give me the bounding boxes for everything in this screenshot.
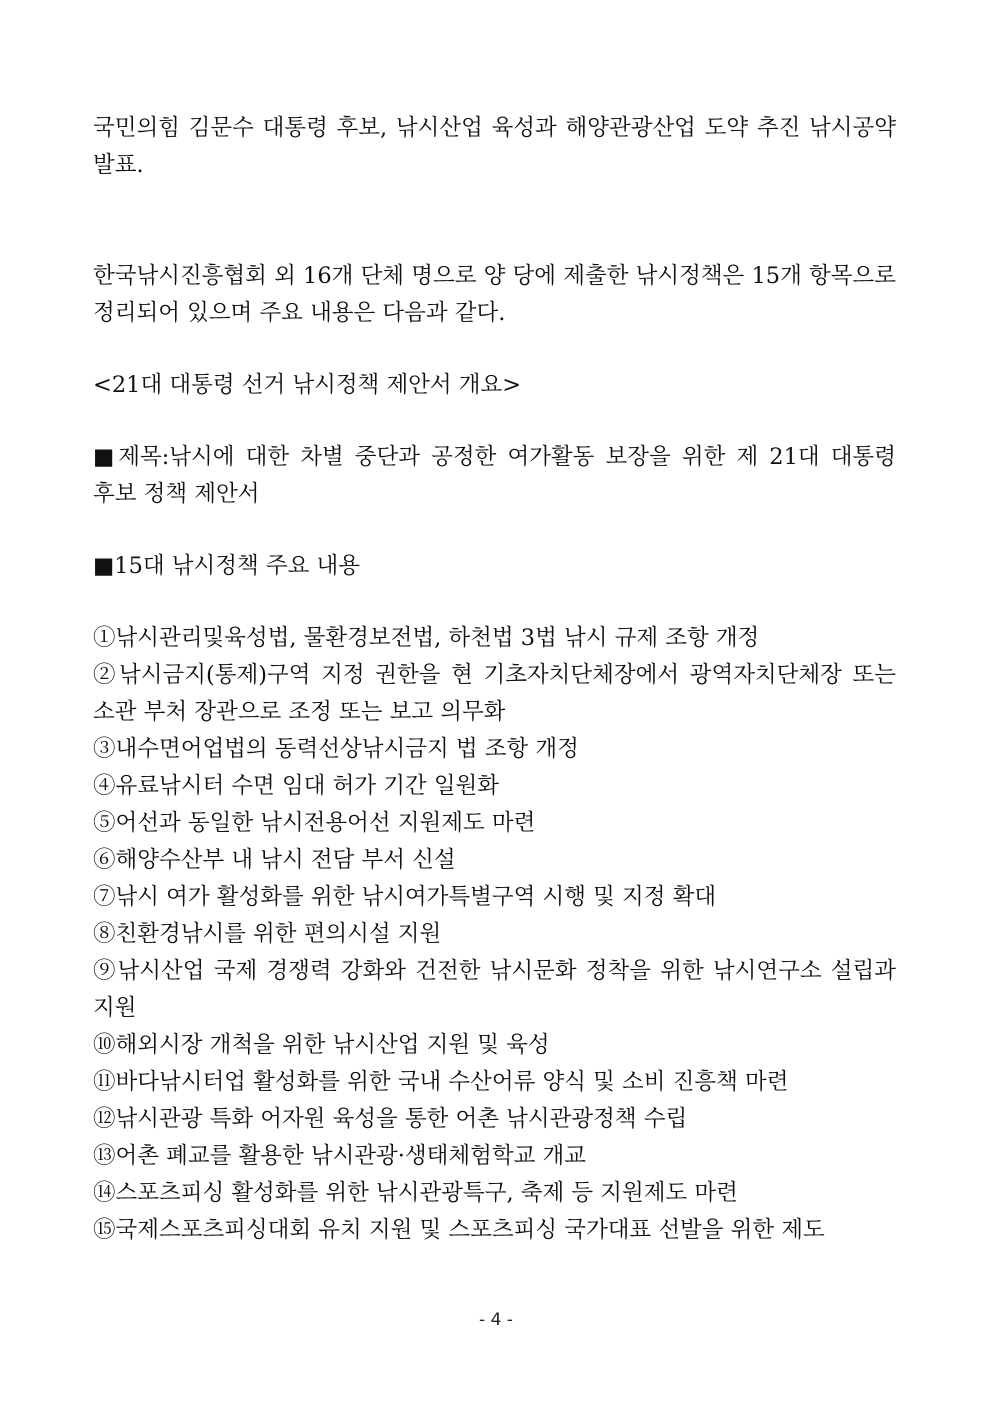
policy-item: ③내수면어업법의 동력선상낚시금지 법 조항 개정	[93, 736, 579, 762]
policy-item: ⑨낚시산업 국제 경쟁력 강화와 건전한 낚시문화 정착을 위한 낚시연구소 설립과 지원	[93, 958, 896, 1021]
intro-paragraph: 한국낚시진흥협회 외 16개 단체 명으로 양 당에 제출한 낚시정책은 15개 항목으로 정리되어 있으며 주요 내용은 다음과 같다.	[93, 263, 896, 326]
policy-item: ⑬어촌 폐교를 활용한 낚시관광·생태체험학교 개교	[93, 1143, 586, 1169]
subject-line: ■제목:낚시에 대한 차별 중단과 공정한 여가활동 보장을 위한 제 21대 대통령 후보 정책 제안서	[93, 444, 896, 507]
policy-item: ⑥해양수산부 내 낚시 전담 부서 신설	[93, 847, 456, 873]
policy-item: ④유료낚시터 수면 임대 허가 기간 일원화	[93, 773, 500, 799]
policy-item: ②낚시금지(통제)구역 지정 권한을 현 기초자치단체장에서 광역자치단체장 또는 소관 부처 장관으로 조정 또는 보고 의무화	[93, 662, 896, 725]
spacer	[93, 513, 896, 548]
policy-item: ⑮국제스포츠피싱대회 유치 지원 및 스포츠피싱 국가대표 선발을 위한 제도	[93, 1217, 825, 1243]
overview-title: <21대 대통령 선거 낚시정책 제안서 개요>	[93, 372, 522, 398]
spacer	[93, 184, 896, 258]
policy-item: ⑭스포츠피싱 활성화를 위한 낚시관광특구, 축제 등 지원제도 마련	[93, 1180, 738, 1206]
spacer	[93, 585, 896, 620]
spacer	[93, 404, 896, 439]
document-body	[93, 110, 896, 1249]
page-number: - 4 -	[479, 1310, 513, 1330]
policy-item: ⑩해외시장 개척을 위한 낚시산업 지원 및 육성	[93, 1032, 550, 1058]
policy-item: ⑦낚시 여가 활성화를 위한 낚시여가특별구역 시행 및 지정 확대	[93, 884, 717, 910]
policies-heading: ■15대 낚시정책 주요 내용	[93, 553, 360, 579]
policy-item: ⑤어선과 동일한 낚시전용어선 지원제도 마련	[93, 810, 536, 836]
policy-item: ⑪바다낚시터업 활성화를 위한 국내 수산어류 양식 및 소비 진흥책 마련	[93, 1069, 789, 1095]
spacer	[93, 332, 896, 367]
policy-item: ⑧친환경낚시를 위한 편의시설 지원	[93, 921, 442, 947]
policy-item: ①낚시관리및육성법, 물환경보전법, 하천법 3법 낚시 규제 조항 개정	[93, 625, 760, 651]
policy-item: ⑫낚시관광 특화 어자원 육성을 통한 어촌 낚시관광정책 수립	[93, 1106, 688, 1132]
headline-paragraph: 국민의힘 김문수 대통령 후보, 낚시산업 육성과 해양관광산업 도약 추진 낚시공약 발표.	[93, 115, 896, 178]
policy-list	[93, 620, 896, 1249]
